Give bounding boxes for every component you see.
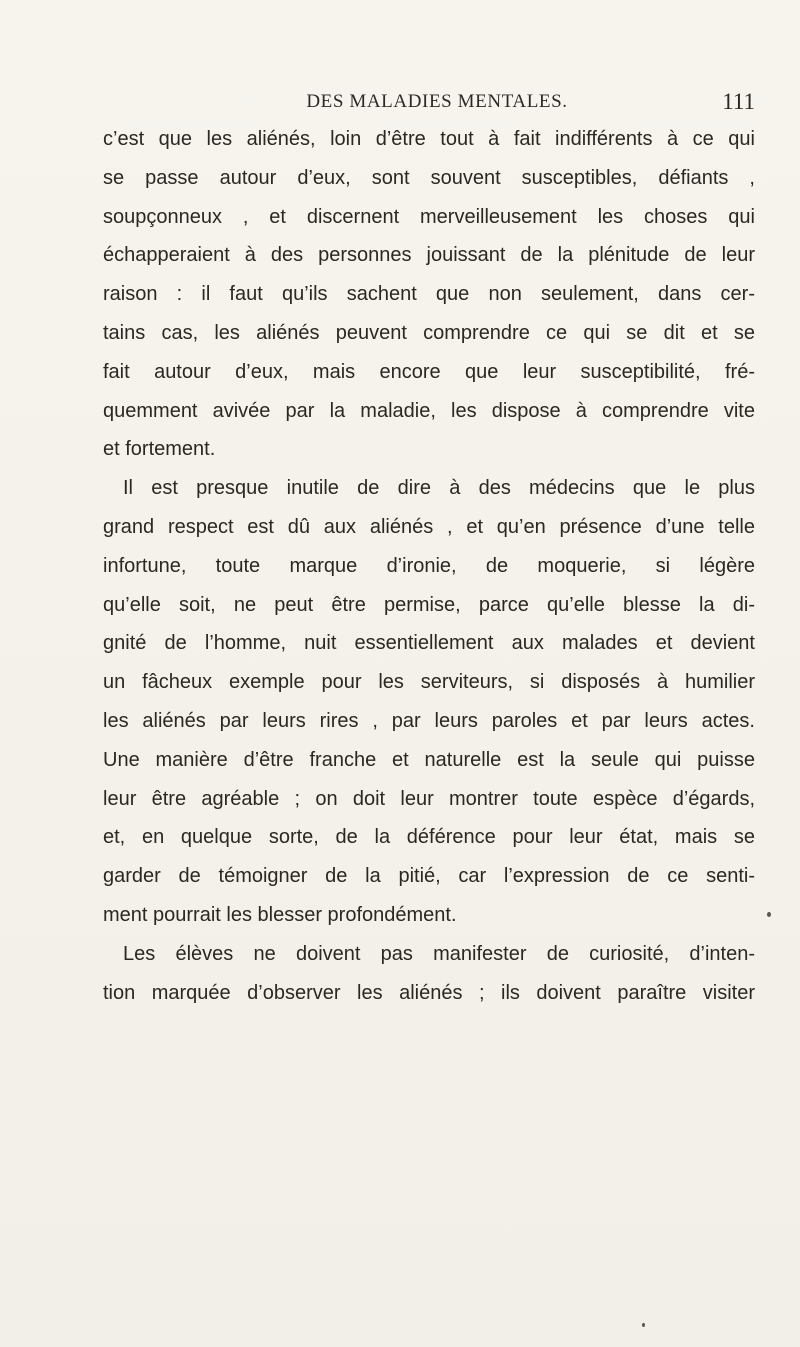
text-line: tains cas, les aliénés peuvent comprendre ce qui se dit et se (103, 321, 755, 344)
page-header (105, 87, 755, 117)
ink-speck (767, 912, 771, 917)
text-line: échapperaient à des personnes jouissant de la plénitude de leur (103, 244, 755, 267)
text-line: leur être agréable ; on doit leur montrer toute espèce d’égards, (103, 787, 755, 810)
ink-speck (642, 1323, 645, 1327)
text-line: raison : il faut qu’ils sachent que non seulement, dans cer- (103, 283, 755, 306)
text-line: garder de témoigner de la pitié, car l’expression de ce senti- (103, 865, 755, 888)
text-line: c’est que les aliénés, loin d’être tout à fait indifférents à ce qui (103, 128, 755, 150)
text-line: ment pourrait les blesser profondément. (103, 903, 457, 926)
text-line: les aliénés par leurs rires , par leurs paroles et par leurs actes. (103, 709, 755, 732)
text-line: se passe autour d’eux, sont souvent susceptibles, défiants , (103, 166, 755, 189)
text-line: et fortement. (103, 438, 216, 461)
text-line: un fâcheux exemple pour les serviteurs, si disposés à humilier (103, 671, 755, 694)
text-line: soupçonneux , et discernent merveilleusement les choses qui (103, 205, 755, 228)
text-line: gnité de l’homme, nuit essentiellement aux malades et devient (103, 632, 755, 655)
text-line: quemment avivée par la maladie, les dispose à comprendre vite (103, 399, 755, 422)
paragraph-start-line: Les élèves ne doivent pas manifester de curiosité, d’inten- (123, 942, 755, 965)
text-line: et, en quelque sorte, de la déférence pour leur état, mais se (103, 826, 755, 849)
text-line: infortune, toute marque d’ironie, de moquerie, si légère (103, 554, 755, 577)
text-line: Une manière d’être franche et naturelle est la seule qui puisse (103, 748, 755, 771)
text-line: tion marquée d’observer les aliénés ; ils doivent paraître visiter (103, 981, 755, 1004)
text-line: qu’elle soit, ne peut être permise, parce qu’elle blesse la di- (103, 593, 755, 616)
running-title: DES MALADIES MENTALES. (306, 91, 568, 112)
body-text (103, 120, 755, 1012)
paragraph-start-line: Il est presque inutile de dire à des médecins que le plus (123, 477, 755, 500)
text-line: grand respect est dû aux aliénés , et qu’en présence d’une telle (103, 515, 755, 538)
page-number: 111 (722, 89, 755, 114)
text-line: fait autour d’eux, mais encore que leur susceptibilité, fré- (103, 360, 755, 383)
